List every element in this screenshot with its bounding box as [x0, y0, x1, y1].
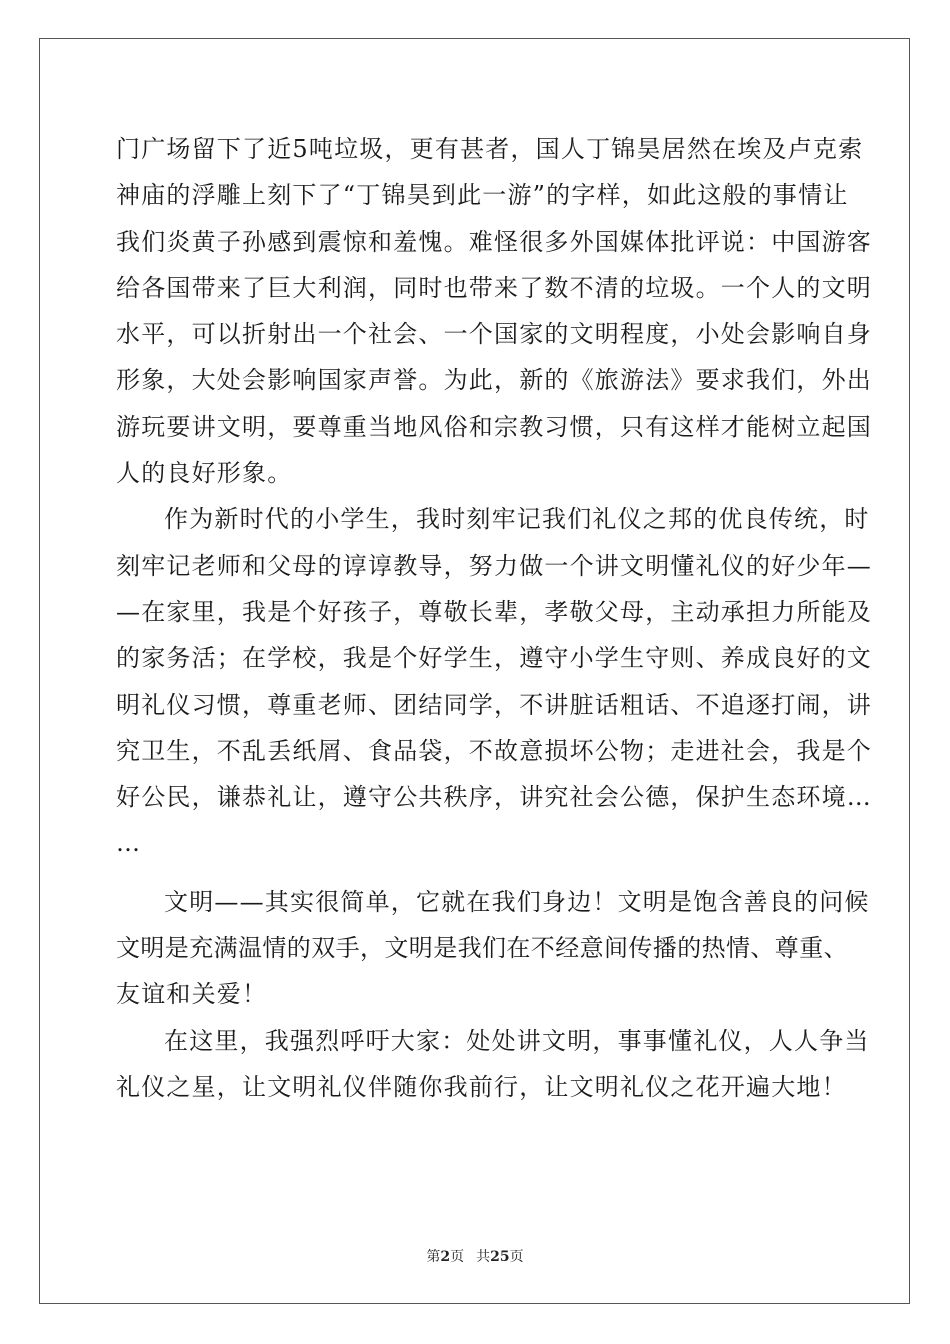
text-line: 文明是充满温情的双手，文明是我们在不经意间传播的热情、尊重、: [116, 934, 848, 963]
footer-total-prefix: 共: [476, 1249, 491, 1265]
footer-prefix: 第: [426, 1249, 441, 1265]
footer-page-suffix: 页: [450, 1249, 465, 1265]
text-line: 究卫生，不乱丢纸屑、食品袋，不故意损坏公物；走进社会，我是个: [116, 736, 872, 765]
text-line: …: [116, 829, 142, 858]
text-line: 给各国带来了巨大利润，同时也带来了数不清的垃圾。一个人的文明: [116, 273, 872, 302]
text-line: 礼仪之星，让文明礼仪伴随你我前行，让文明礼仪之花开遍大地！: [116, 1072, 847, 1101]
text-line: 我们炎黄子孙感到震惊和羞愧。难怪很多外国媒体批评说：中国游客: [116, 227, 872, 256]
footer-total-suffix: 页: [509, 1249, 524, 1265]
paragraph-gap: [116, 867, 836, 879]
text-line: —在家里，我是个好孩子，尊敬长辈，孝敬父母，主动承担力所能及: [116, 597, 872, 626]
text-line: 游玩要讲文明，要尊重当地风俗和宗教习惯，只有这样才能树立起国: [116, 412, 872, 441]
page-number: 2: [440, 1249, 451, 1265]
text-line: 在这里，我强烈呼吁大家：处处讲文明，事事懂礼仪，人人争当: [164, 1026, 870, 1055]
total-pages: 25: [490, 1249, 510, 1265]
text-line: 明礼仪习惯，尊重老师、团结同学，不讲脏话粗话、不追逐打闹，讲: [116, 690, 872, 719]
text-line: 文明——其实很简单，它就在我们身边！文明是饱含善良的问候: [164, 887, 870, 916]
page-footer: [0, 1246, 950, 1266]
text-line: 神庙的浮雕上刻下了“丁锦昊到此一游”的字样，如此这般的事情让: [116, 181, 849, 210]
text-line: 门广场留下了近5吨垃圾，更有甚者，国人丁锦昊居然在埃及卢克索: [116, 135, 864, 163]
document-body: [116, 126, 872, 1110]
text-line: 人的良好形象。: [116, 459, 293, 488]
text-line: 的家务活；在学校，我是个好学生，遵守小学生守则、养成良好的文: [116, 644, 872, 673]
text-line: 作为新时代的小学生，我时刻牢记我们礼仪之邦的优良传统，时: [164, 505, 870, 534]
text-line: 友谊和关爱！: [116, 980, 268, 1009]
text-line: 好公民，谦恭礼让，遵守公共秩序，讲究社会公德，保护生态环境…: [116, 783, 872, 812]
text-line: 刻牢记老师和父母的谆谆教导，努力做一个讲文明懂礼仪的好少年—: [116, 551, 872, 580]
text-line: 形象，大处会影响国家声誉。为此，新的《旅游法》要求我们，外出: [116, 366, 872, 395]
text-line: 水平，可以折射出一个社会、一个国家的文明程度，小处会影响自身: [116, 320, 872, 349]
